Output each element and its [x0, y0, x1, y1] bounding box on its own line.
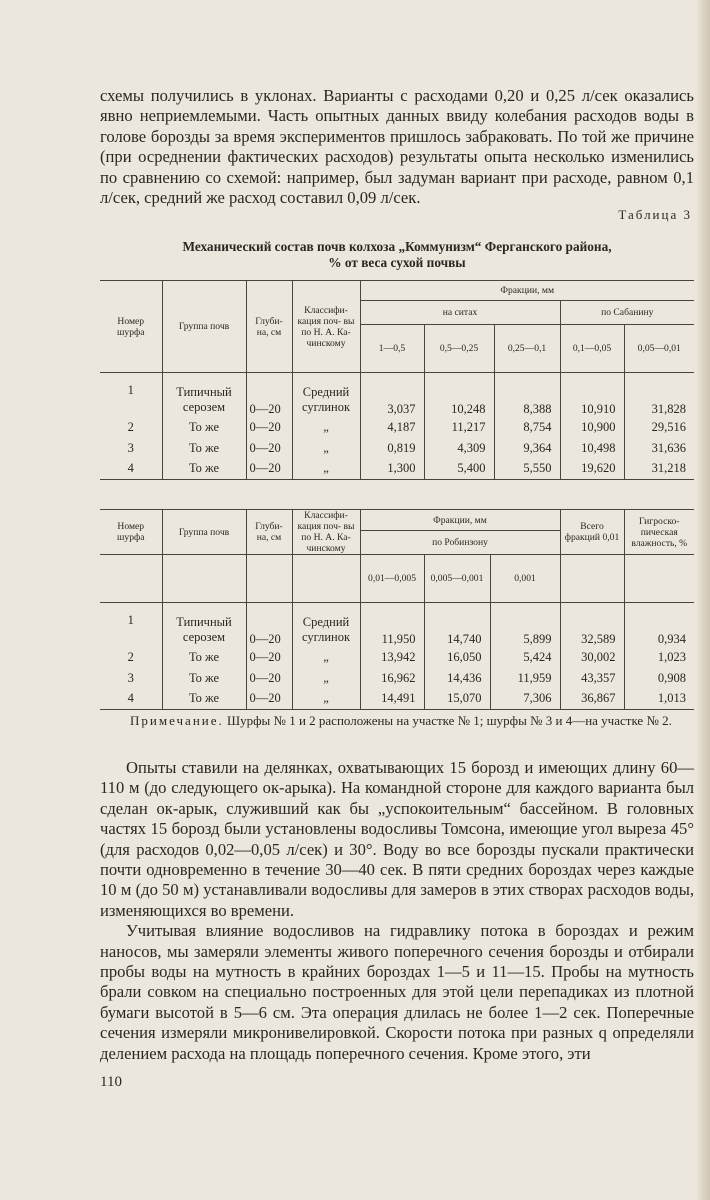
note-text: Шурфы № 1 и 2 расположены на участке № 1; шурфы № 3 и 4—на участке № 2.	[223, 713, 672, 728]
table-title-line-2: % от веса сухой почвы	[328, 255, 466, 270]
t1-header-fractions: Фракции, мм	[360, 281, 694, 301]
page-edge	[696, 0, 710, 1200]
t2-header-f3: 0,001	[490, 555, 560, 603]
t1-header-depth: Глуби- на, см	[246, 281, 292, 373]
table-row: 1 Типичный серозем 0—20 Средний суглинок 3,037 10,248 8,388 10,910 31,828	[100, 383, 694, 417]
table-note	[130, 713, 694, 729]
t2-header-group: Группа почв	[162, 510, 246, 555]
table-row: 3 То же 0—20 „ 16,962 14,436 11,959 43,357 0,908	[100, 668, 694, 689]
t2-header-f1: 0,01—0,005	[360, 555, 424, 603]
t1-header-sabanin: по Сабанину	[560, 301, 694, 325]
table-title-line-1: Механический состав почв колхоза „Коммунизм“ Ферганского района,	[182, 239, 612, 254]
table-row: 2 То же 0—20 „ 4,187 11,217 8,754 10,900 29,516	[100, 417, 694, 438]
paragraph-top	[100, 86, 694, 208]
table-row: 3 То же 0—20 „ 0,819 4,309 9,364 10,498 31,636	[100, 438, 694, 459]
t2-header-fractions: Фракции, мм	[360, 510, 560, 531]
paragraph-bottom	[100, 758, 694, 1064]
t2-header-hygro: Гигроско- пическая влажность, %	[624, 510, 694, 555]
t1-header-f3: 0,25—0,1	[494, 325, 560, 373]
note-label: Примечание.	[130, 713, 224, 728]
t1-header-f1: 1—0,5	[360, 325, 424, 373]
table-row: 4 То же 0—20 „ 14,491 15,070 7,306 36,867 1,013	[100, 689, 694, 710]
table-title	[100, 239, 694, 271]
table-2	[100, 509, 694, 710]
t1-header-f4: 0,1—0,05	[560, 325, 624, 373]
table-label: Таблица 3	[618, 207, 692, 222]
t2-header-f2: 0,005—0,001	[424, 555, 490, 603]
t2-header-robinson: по Робинзону	[360, 531, 560, 555]
t1-header-group: Группа почв	[162, 281, 246, 373]
table-row: 1 Типичный серозем 0—20 Средний суглинок 11,950 14,740 5,899 32,589 0,934	[100, 613, 694, 647]
t1-header-f2: 0,5—0,25	[424, 325, 494, 373]
table-row: 4 То же 0—20 „ 1,300 5,400 5,550 19,620 31,218	[100, 459, 694, 480]
t1-header-f5: 0,05—0,01	[624, 325, 694, 373]
t2-header-num: Номер шурфа	[100, 510, 162, 555]
t1-header-sieves: на ситах	[360, 301, 560, 325]
t2-header-depth: Глуби- на, см	[246, 510, 292, 555]
paragraph-bottom-1: Опыты ставили на делянках, охватывающих 15 борозд и имеющих длину 60—110 м (до следующего ок-арыка). На командной стороне для каждого варианта был сделан ок-арык, служивший как бы „успокоительным“ бассейном. В головных частях 15 борозд были установлены водосливы Томсона, имеющие угол выреза 45° (для расходов 0,02—0,05 л/сек) и 30°. Воду во все борозды пускали практически почти одновременно в течение 30—40 сек. В пяти средних бороздах через каждые 10 м (до 50 м) устанавливали водосливы для замеров в этих створах расходов воды, изменяющихся во времени.	[100, 758, 694, 920]
table-row: 2 То же 0—20 „ 13,942 16,050 5,424 30,002 1,023	[100, 647, 694, 668]
t1-header-class: Классифи- кация поч- вы по Н. А. Ка- чинскому	[292, 281, 360, 373]
paragraph-top-text: схемы получились в уклонах. Варианты с расходами 0,20 и 0,25 л/сек оказались явно неприемлемыми. Часть опытных данных ввиду колебания расходов воды в голове борозды за время экспериментов пришлось забраковать. По той же причине (при осреднении фактических расходов) результаты опыта несколько изменились по сравнению со схемой: например, был задуман вариант при расходе, равном 0,1 л/сек, средний же расход составил 0,09 л/сек.	[100, 86, 694, 208]
t1-header-num: Номер шурфа	[100, 281, 162, 373]
paragraph-bottom-2: Учитывая влияние водосливов на гидравлику потока в бороздах и режим наносов, мы замеряли элементы живого поперечного сечения борозды и отбирали пробы воды на мутность в крайних бороздах 1—5 и 11—15. Пробы на мутность брали совком на специально построенных для этой цели перепадиках из плотной бумаги высотой в 5—6 см. Эта операция длилась не более 1—2 сек. Поперечные сечения измеряли микронивелировкой. Скорости потока при разных q определяли делением расхода на площадь поперечного сечения. Кроме этого, эти	[100, 921, 694, 1063]
t2-header-total: Всего фракций 0,01	[560, 510, 624, 555]
t2-header-class: Классифи- кация поч- вы по Н. А. Ка- чинскому	[292, 510, 360, 555]
page-number: 110	[100, 1074, 122, 1090]
table-1	[100, 280, 694, 480]
